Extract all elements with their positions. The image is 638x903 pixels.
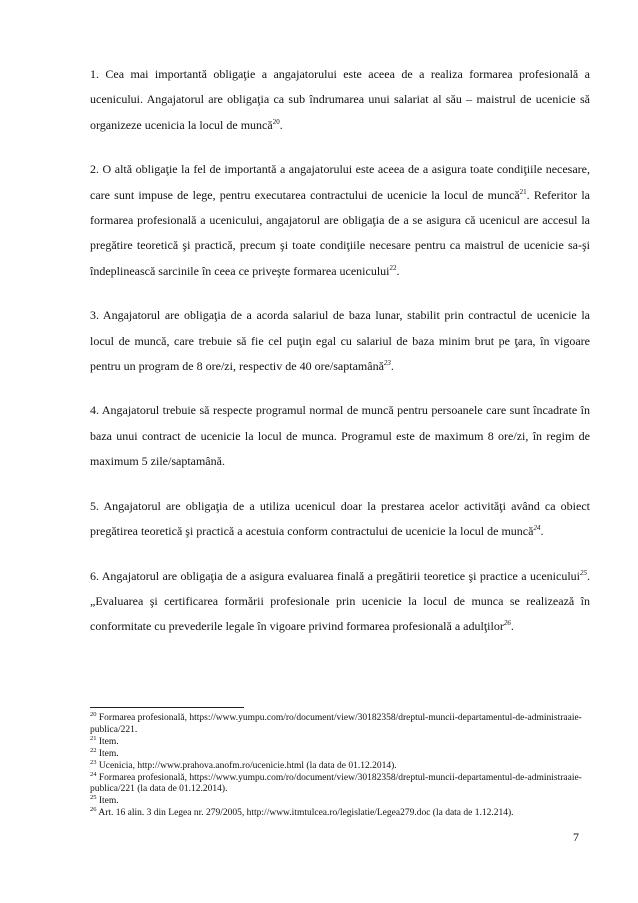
page-number: 7 — [573, 830, 579, 844]
paragraph-text: 6. Angajatorul are obligaţia de a asigura evaluarea finală a pregătirii teoretice şi practice a ucenicului — [90, 568, 580, 583]
footnote — [90, 770, 590, 797]
footnote-separator — [90, 707, 244, 708]
footnote-ref: 25 — [580, 568, 587, 577]
footnote-ref: 20 — [272, 117, 280, 126]
footnote — [90, 710, 590, 737]
paragraph-text: . — [390, 359, 394, 374]
paragraph-text: 5. Angajatorul are obligaţia de a utiliza ucenicul doar la prestarea acelor activităţi având ca obiect pregătirea teoretică şi practică a acestuia conform contractului de ucenicie la locul de muncă — [90, 498, 590, 539]
footnote — [90, 796, 590, 808]
footnote — [90, 808, 590, 820]
body-text — [90, 62, 590, 659]
footnote-text: Art. 16 alin. 3 din Legea nr. 279/2005, http://www.itmtulcea.ro/legislatie/Legea279.doc (la data de 1.12.214). — [96, 808, 514, 819]
footnote-number: 20 — [90, 710, 97, 718]
footnote-number: 21 — [90, 734, 97, 742]
footnote — [90, 758, 590, 773]
footnote-text: Item. — [96, 748, 119, 759]
footnote — [90, 746, 590, 761]
footnote-ref: 22 — [389, 263, 397, 272]
footnote-text: Formarea profesională, https://www.yumpu.com/ro/document/view/30182358/dreptul-muncii-departamentul-de-administraaie-publica/221 (la data de 01.12.2014). — [90, 772, 582, 795]
footnote-ref: 26 — [503, 619, 511, 628]
paragraph — [90, 398, 590, 474]
paragraph-text: 1. Cea mai importantă obligaţie a angajatorului este aceea de a realiza formarea profesională a ucenicului. Angajatorul are obligaţia ca sub îndrumarea unui salariat al său – maistrul de ucenicie să organizeze ucenicia la locul de muncă — [90, 67, 590, 132]
paragraph-text: . — [396, 263, 400, 278]
footnote-ref: 21 — [519, 187, 527, 196]
footnote-ref: 24 — [533, 524, 541, 533]
footnote-text: Item. — [96, 736, 119, 747]
paragraph-text: . Referitor la formarea profesională a ucenicului, angajatorul are obligaţia de a se asigura că ucenicul are accesul la pregătire teoretică şi practică, precum şi toate condiţiile necesare pentru ca maistrul de ucenicie sa-şi îndeplinească sarcinile în ceea ce priveşte formarea ucenicului — [90, 187, 590, 278]
paragraph-text: 3. Angajatorul are obligaţia de a acorda salariul de baza lunar, stabilit prin contractul de ucenicie la locul de muncă, care trebuie să fie cel puţin egal cu salariul de baza minim brut pe ţara, în vigoare pentru un program de 8 ore/zi, respectiv de 40 ore/saptamână — [90, 308, 590, 374]
paragraph-text: . — [540, 524, 544, 539]
paragraph — [90, 62, 590, 138]
footnote-ref: 23 — [383, 359, 391, 368]
paragraph — [90, 157, 590, 284]
paragraph-text: 4. Angajatorul trebuie să respecte programul normal de muncă pentru persoanele care sunt încadrate în baza unui contract de ucenicie la locul de munca. Programul este de maximum 8 ore/zi, în regim de maximum 5 zile/saptamână. — [90, 403, 590, 469]
paragraph-text: 2. O altă obligaţie la fel de importantă a angajatorului este aceea de a asigura toate condiţiile necesare, care sunt impuse de lege, pentru executarea contractului de ucenicie la locul de muncă — [90, 162, 590, 202]
paragraph — [90, 564, 590, 640]
footnote — [90, 734, 590, 749]
paragraph-text: . — [279, 117, 283, 132]
footnote-number: 23 — [90, 758, 97, 766]
footnote-number: 26 — [90, 806, 97, 814]
paragraph-text: . „Evaluarea şi certificarea formării profesionale prin ucenicie la locul de munca se realizează în conformitate cu prevederile legale în vigoare privind formarea profesională a adulţilor — [90, 568, 590, 634]
footnote-text: Formarea profesională, https://www.yumpu.com/ro/document/view/30182358/dreptul-muncii-departamentul-de-administraaie-publica/221. — [90, 713, 582, 735]
footnote-text: Item. — [96, 796, 119, 807]
paragraph — [90, 303, 590, 379]
footnote-number: 25 — [90, 794, 97, 802]
footnote-number: 22 — [90, 746, 97, 754]
footnotes — [90, 710, 590, 820]
paragraph — [90, 494, 590, 545]
paragraph-text: . — [510, 619, 514, 634]
footnote-number: 24 — [90, 770, 97, 778]
footnote-text: Ucenicia, http://www.prahova.anofm.ro/ucenicie.html (la data de 01.12.2014). — [96, 760, 397, 771]
